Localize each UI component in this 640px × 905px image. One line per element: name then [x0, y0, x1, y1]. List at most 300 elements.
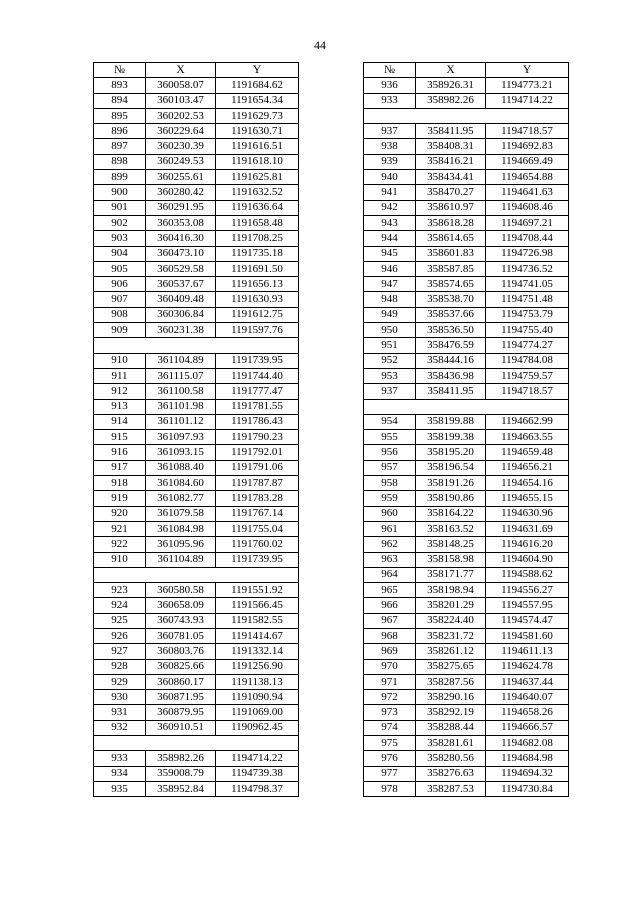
table-row: [94, 674, 299, 689]
x-coordinate-cell: 358224.40: [416, 613, 486, 628]
y-coordinate-cell: 1191629.73: [216, 108, 299, 123]
y-coordinate-cell: 1194759.57: [486, 368, 569, 383]
point-number-cell: 958: [364, 476, 416, 491]
x-coordinate-cell: 358601.83: [416, 246, 486, 261]
table-row: [364, 460, 569, 475]
y-coordinate-cell: 1194630.96: [486, 506, 569, 521]
table-row: [94, 185, 299, 200]
y-coordinate-cell: 1191684.62: [216, 78, 299, 93]
x-coordinate-cell: 358926.31: [416, 78, 486, 93]
point-number-cell: 936: [364, 78, 416, 93]
point-number-cell: 893: [94, 78, 146, 93]
point-number-cell: 968: [364, 628, 416, 643]
point-number-cell: 961: [364, 521, 416, 536]
table-row: [364, 124, 569, 139]
x-coordinate-cell: 360255.61: [146, 170, 216, 185]
point-number-cell: 909: [94, 323, 146, 338]
point-number-cell: 965: [364, 583, 416, 598]
table-row: [94, 277, 299, 292]
x-coordinate-cell: 361100.58: [146, 384, 216, 399]
table-row: [94, 690, 299, 705]
y-coordinate-cell: 1191739.95: [216, 353, 299, 368]
table-row: [94, 430, 299, 445]
point-number-cell: 973: [364, 705, 416, 720]
y-coordinate-cell: 1191256.90: [216, 659, 299, 674]
separator-row: [364, 399, 569, 414]
y-coordinate-cell: 1194708.44: [486, 231, 569, 246]
point-number-cell: 952: [364, 353, 416, 368]
table-row: [94, 644, 299, 659]
separator-cell: [94, 736, 299, 751]
y-coordinate-cell: 1191760.02: [216, 537, 299, 552]
table-row: [364, 613, 569, 628]
table-row: [94, 445, 299, 460]
x-coordinate-cell: 358411.95: [416, 124, 486, 139]
y-coordinate-cell: 1191630.93: [216, 292, 299, 307]
column-header-y: Y: [216, 63, 299, 78]
y-coordinate-cell: 1191654.34: [216, 93, 299, 108]
table-row: [364, 521, 569, 536]
point-number-cell: 897: [94, 139, 146, 154]
y-coordinate-cell: 1194714.22: [486, 93, 569, 108]
point-number-cell: 896: [94, 124, 146, 139]
x-coordinate-cell: 358199.88: [416, 414, 486, 429]
table-row: [94, 781, 299, 796]
x-coordinate-cell: 358290.16: [416, 690, 486, 705]
point-number-cell: 910: [94, 353, 146, 368]
x-coordinate-cell: 358261.12: [416, 644, 486, 659]
table-row: [94, 93, 299, 108]
table-row: [94, 414, 299, 429]
y-coordinate-cell: 1194798.37: [216, 781, 299, 796]
x-coordinate-cell: 358164.22: [416, 506, 486, 521]
y-coordinate-cell: 1191786.43: [216, 414, 299, 429]
y-coordinate-cell: 1194656.21: [486, 460, 569, 475]
point-number-cell: 974: [364, 720, 416, 735]
x-coordinate-cell: 360230.39: [146, 139, 216, 154]
x-coordinate-cell: 358191.26: [416, 476, 486, 491]
table-row: [94, 384, 299, 399]
y-coordinate-cell: 1194663.55: [486, 430, 569, 445]
x-coordinate-cell: 358190.86: [416, 491, 486, 506]
x-coordinate-cell: 360580.58: [146, 583, 216, 598]
point-number-cell: 944: [364, 231, 416, 246]
y-coordinate-cell: 1191781.55: [216, 399, 299, 414]
y-coordinate-cell: 1191618.10: [216, 154, 299, 169]
table-row: [94, 261, 299, 276]
table-row: [94, 720, 299, 735]
point-number-cell: 902: [94, 215, 146, 230]
x-coordinate-cell: 358952.84: [146, 781, 216, 796]
table-row: [364, 200, 569, 215]
table-row: [94, 476, 299, 491]
y-coordinate-cell: 1191414.67: [216, 628, 299, 643]
point-number-cell: 957: [364, 460, 416, 475]
x-coordinate-cell: 358196.54: [416, 460, 486, 475]
x-coordinate-cell: 360416.30: [146, 231, 216, 246]
y-coordinate-cell: 1194682.08: [486, 736, 569, 751]
point-number-cell: 912: [94, 384, 146, 399]
x-coordinate-cell: 358982.26: [416, 93, 486, 108]
table-row: [94, 598, 299, 613]
y-coordinate-cell: 1191551.92: [216, 583, 299, 598]
x-coordinate-cell: 358292.19: [416, 705, 486, 720]
y-coordinate-cell: 1194692.83: [486, 139, 569, 154]
table-row: [94, 460, 299, 475]
table-row: [364, 231, 569, 246]
table-row: [94, 583, 299, 598]
y-coordinate-cell: 1194718.57: [486, 384, 569, 399]
point-number-cell: 946: [364, 261, 416, 276]
point-number-cell: 962: [364, 537, 416, 552]
y-coordinate-cell: 1194588.62: [486, 567, 569, 582]
y-coordinate-cell: 1191767.14: [216, 506, 299, 521]
x-coordinate-cell: 361101.98: [146, 399, 216, 414]
y-coordinate-cell: 1194684.98: [486, 751, 569, 766]
x-coordinate-cell: 361082.77: [146, 491, 216, 506]
table-row: [364, 705, 569, 720]
point-number-cell: 915: [94, 430, 146, 445]
x-coordinate-cell: 358416.21: [416, 154, 486, 169]
x-coordinate-cell: 358610.97: [416, 200, 486, 215]
table-row: [364, 185, 569, 200]
y-coordinate-cell: 1191744.40: [216, 368, 299, 383]
point-number-cell: 911: [94, 368, 146, 383]
point-number-cell: 906: [94, 277, 146, 292]
point-number-cell: 954: [364, 414, 416, 429]
x-coordinate-cell: 358275.65: [416, 659, 486, 674]
point-number-cell: 950: [364, 323, 416, 338]
y-coordinate-cell: 1191069.00: [216, 705, 299, 720]
point-number-cell: 975: [364, 736, 416, 751]
table-row: [94, 506, 299, 521]
x-coordinate-cell: 358231.72: [416, 628, 486, 643]
point-number-cell: 959: [364, 491, 416, 506]
table-row: [94, 521, 299, 536]
y-coordinate-cell: 1194730.84: [486, 781, 569, 796]
point-number-cell: 916: [94, 445, 146, 460]
point-number-cell: 924: [94, 598, 146, 613]
table-row: [94, 705, 299, 720]
table-row: [364, 674, 569, 689]
y-coordinate-cell: 1191735.18: [216, 246, 299, 261]
point-number-cell: 898: [94, 154, 146, 169]
x-coordinate-cell: 360202.53: [146, 108, 216, 123]
y-coordinate-cell: 1191625.81: [216, 170, 299, 185]
point-number-cell: 948: [364, 292, 416, 307]
y-coordinate-cell: 1194658.26: [486, 705, 569, 720]
x-coordinate-cell: 358537.66: [416, 307, 486, 322]
table-row: [364, 93, 569, 108]
x-coordinate-cell: 358618.28: [416, 215, 486, 230]
x-coordinate-cell: 358574.65: [416, 277, 486, 292]
x-coordinate-cell: 360306.84: [146, 307, 216, 322]
point-number-cell: 937: [364, 384, 416, 399]
table-row: [94, 766, 299, 781]
x-coordinate-cell: 361079.58: [146, 506, 216, 521]
y-coordinate-cell: 1194637.44: [486, 674, 569, 689]
point-number-cell: 928: [94, 659, 146, 674]
table-row: [94, 751, 299, 766]
y-coordinate-cell: 1194726.98: [486, 246, 569, 261]
point-number-cell: 894: [94, 93, 146, 108]
x-coordinate-cell: 360781.05: [146, 628, 216, 643]
x-coordinate-cell: 358281.61: [416, 736, 486, 751]
x-coordinate-cell: 360231.38: [146, 323, 216, 338]
x-coordinate-cell: 360280.42: [146, 185, 216, 200]
separator-row: [94, 736, 299, 751]
point-number-cell: 970: [364, 659, 416, 674]
table-row: [94, 307, 299, 322]
point-number-cell: 971: [364, 674, 416, 689]
x-coordinate-cell: 359008.79: [146, 766, 216, 781]
point-number-cell: 933: [364, 93, 416, 108]
y-coordinate-cell: 1194662.99: [486, 414, 569, 429]
table-row: [364, 628, 569, 643]
y-coordinate-cell: 1194557.95: [486, 598, 569, 613]
point-number-cell: 932: [94, 720, 146, 735]
point-number-cell: 938: [364, 139, 416, 154]
column-header-x: X: [416, 63, 486, 78]
table-row: [364, 261, 569, 276]
x-coordinate-cell: 358198.94: [416, 583, 486, 598]
point-number-cell: 940: [364, 170, 416, 185]
x-coordinate-cell: 360658.09: [146, 598, 216, 613]
table-row: [364, 246, 569, 261]
y-coordinate-cell: 1191790.23: [216, 430, 299, 445]
y-coordinate-cell: 1191708.25: [216, 231, 299, 246]
point-number-cell: 931: [94, 705, 146, 720]
point-number-cell: 903: [94, 231, 146, 246]
y-coordinate-cell: 1194556.27: [486, 583, 569, 598]
x-coordinate-cell: 361088.40: [146, 460, 216, 475]
point-number-cell: 951: [364, 338, 416, 353]
table-row: [364, 338, 569, 353]
point-number-cell: 934: [94, 766, 146, 781]
y-coordinate-cell: 1194774.27: [486, 338, 569, 353]
x-coordinate-cell: 361097.93: [146, 430, 216, 445]
x-coordinate-cell: 361101.12: [146, 414, 216, 429]
x-coordinate-cell: 358614.65: [416, 231, 486, 246]
table-row: [364, 139, 569, 154]
table-row: [364, 659, 569, 674]
coordinates-table-left: [93, 62, 299, 797]
separator-cell: [364, 108, 569, 123]
x-coordinate-cell: 360879.95: [146, 705, 216, 720]
x-coordinate-cell: 360409.48: [146, 292, 216, 307]
table-row: [94, 323, 299, 338]
table-row: [364, 598, 569, 613]
table-row: [94, 613, 299, 628]
y-coordinate-cell: 1191582.55: [216, 613, 299, 628]
point-number-cell: 942: [364, 200, 416, 215]
table-row: [94, 170, 299, 185]
column-header-no: №: [364, 63, 416, 78]
point-number-cell: 963: [364, 552, 416, 567]
separator-row: [364, 108, 569, 123]
separator-cell: [94, 567, 299, 582]
x-coordinate-cell: 361084.98: [146, 521, 216, 536]
x-coordinate-cell: 360860.17: [146, 674, 216, 689]
page-number: 44: [314, 38, 326, 52]
coordinates-table-right: [363, 62, 569, 797]
table-row: [364, 690, 569, 705]
x-coordinate-cell: 360249.53: [146, 154, 216, 169]
table-row: [94, 154, 299, 169]
x-coordinate-cell: 358470.27: [416, 185, 486, 200]
y-coordinate-cell: 1194773.21: [486, 78, 569, 93]
y-coordinate-cell: 1194718.57: [486, 124, 569, 139]
table-row: [94, 292, 299, 307]
point-number-cell: 947: [364, 277, 416, 292]
x-coordinate-cell: 360825.66: [146, 659, 216, 674]
separator-cell: [364, 399, 569, 414]
point-number-cell: 918: [94, 476, 146, 491]
point-number-cell: 969: [364, 644, 416, 659]
x-coordinate-cell: 361084.60: [146, 476, 216, 491]
y-coordinate-cell: 1194714.22: [216, 751, 299, 766]
y-coordinate-cell: 1194631.69: [486, 521, 569, 536]
column-header-no: №: [94, 63, 146, 78]
x-coordinate-cell: 358408.31: [416, 139, 486, 154]
x-coordinate-cell: 358444.16: [416, 353, 486, 368]
x-coordinate-cell: 358195.20: [416, 445, 486, 460]
x-coordinate-cell: 360529.58: [146, 261, 216, 276]
point-number-cell: 895: [94, 108, 146, 123]
y-coordinate-cell: 1191566.45: [216, 598, 299, 613]
x-coordinate-cell: 360871.95: [146, 690, 216, 705]
separator-row: [94, 567, 299, 582]
x-coordinate-cell: 358158.98: [416, 552, 486, 567]
point-number-cell: 937: [364, 124, 416, 139]
y-coordinate-cell: 1194616.20: [486, 537, 569, 552]
table-row: [364, 307, 569, 322]
y-coordinate-cell: 1191656.13: [216, 277, 299, 292]
column-header-y: Y: [486, 63, 569, 78]
point-number-cell: 926: [94, 628, 146, 643]
separator-cell: [94, 338, 299, 353]
x-coordinate-cell: 358436.98: [416, 368, 486, 383]
x-coordinate-cell: 360229.64: [146, 124, 216, 139]
y-coordinate-cell: 1191691.50: [216, 261, 299, 276]
table-row: [364, 644, 569, 659]
table-row: [364, 430, 569, 445]
point-number-cell: 914: [94, 414, 146, 429]
y-coordinate-cell: 1191632.52: [216, 185, 299, 200]
table-header-row: [364, 63, 569, 78]
point-number-cell: 966: [364, 598, 416, 613]
table-header-row: [94, 63, 299, 78]
table-row: [94, 552, 299, 567]
y-coordinate-cell: 1194755.40: [486, 323, 569, 338]
table-row: [364, 766, 569, 781]
x-coordinate-cell: 358411.95: [416, 384, 486, 399]
table-row: [364, 583, 569, 598]
x-coordinate-cell: 358163.52: [416, 521, 486, 536]
point-number-cell: 905: [94, 261, 146, 276]
table-row: [364, 720, 569, 735]
y-coordinate-cell: 1194739.38: [216, 766, 299, 781]
y-coordinate-cell: 1191739.95: [216, 552, 299, 567]
x-coordinate-cell: 360353.08: [146, 215, 216, 230]
point-number-cell: 939: [364, 154, 416, 169]
table-row: [94, 124, 299, 139]
y-coordinate-cell: 1190962.45: [216, 720, 299, 735]
point-number-cell: 949: [364, 307, 416, 322]
y-coordinate-cell: 1191791.06: [216, 460, 299, 475]
point-number-cell: 922: [94, 537, 146, 552]
x-coordinate-cell: 358288.44: [416, 720, 486, 735]
table-row: [364, 414, 569, 429]
x-coordinate-cell: 358434.41: [416, 170, 486, 185]
y-coordinate-cell: 1194751.48: [486, 292, 569, 307]
y-coordinate-cell: 1191332.14: [216, 644, 299, 659]
point-number-cell: 978: [364, 781, 416, 796]
point-number-cell: 908: [94, 307, 146, 322]
y-coordinate-cell: 1194753.79: [486, 307, 569, 322]
column-header-x: X: [146, 63, 216, 78]
table-row: [364, 751, 569, 766]
y-coordinate-cell: 1194574.47: [486, 613, 569, 628]
y-coordinate-cell: 1194604.90: [486, 552, 569, 567]
point-number-cell: 935: [94, 781, 146, 796]
table-row: [94, 399, 299, 414]
table-row: [364, 170, 569, 185]
table-row: [364, 277, 569, 292]
point-number-cell: 913: [94, 399, 146, 414]
table-row: [364, 552, 569, 567]
x-coordinate-cell: 361104.89: [146, 353, 216, 368]
x-coordinate-cell: 361104.89: [146, 552, 216, 567]
table-row: [364, 736, 569, 751]
separator-row: [94, 338, 299, 353]
point-number-cell: 923: [94, 583, 146, 598]
table-row: [94, 246, 299, 261]
x-coordinate-cell: 358982.26: [146, 751, 216, 766]
y-coordinate-cell: 1191612.75: [216, 307, 299, 322]
table-row: [364, 384, 569, 399]
y-coordinate-cell: 1194611.13: [486, 644, 569, 659]
y-coordinate-cell: 1194655.15: [486, 491, 569, 506]
y-coordinate-cell: 1191783.28: [216, 491, 299, 506]
x-coordinate-cell: 360910.51: [146, 720, 216, 735]
point-number-cell: 899: [94, 170, 146, 185]
point-number-cell: 930: [94, 690, 146, 705]
table-row: [364, 491, 569, 506]
point-number-cell: 907: [94, 292, 146, 307]
point-number-cell: 976: [364, 751, 416, 766]
x-coordinate-cell: 358287.56: [416, 674, 486, 689]
table-row: [94, 78, 299, 93]
point-number-cell: 941: [364, 185, 416, 200]
table-row: [94, 491, 299, 506]
x-coordinate-cell: 360803.76: [146, 644, 216, 659]
x-coordinate-cell: 361093.15: [146, 445, 216, 460]
y-coordinate-cell: 1191658.48: [216, 215, 299, 230]
x-coordinate-cell: 358538.70: [416, 292, 486, 307]
point-number-cell: 925: [94, 613, 146, 628]
y-coordinate-cell: 1194784.08: [486, 353, 569, 368]
y-coordinate-cell: 1191787.87: [216, 476, 299, 491]
table-row: [364, 323, 569, 338]
x-coordinate-cell: 358276.63: [416, 766, 486, 781]
point-number-cell: 920: [94, 506, 146, 521]
point-number-cell: 904: [94, 246, 146, 261]
x-coordinate-cell: 361115.07: [146, 368, 216, 383]
table-row: [364, 476, 569, 491]
table-row: [94, 628, 299, 643]
point-number-cell: 955: [364, 430, 416, 445]
